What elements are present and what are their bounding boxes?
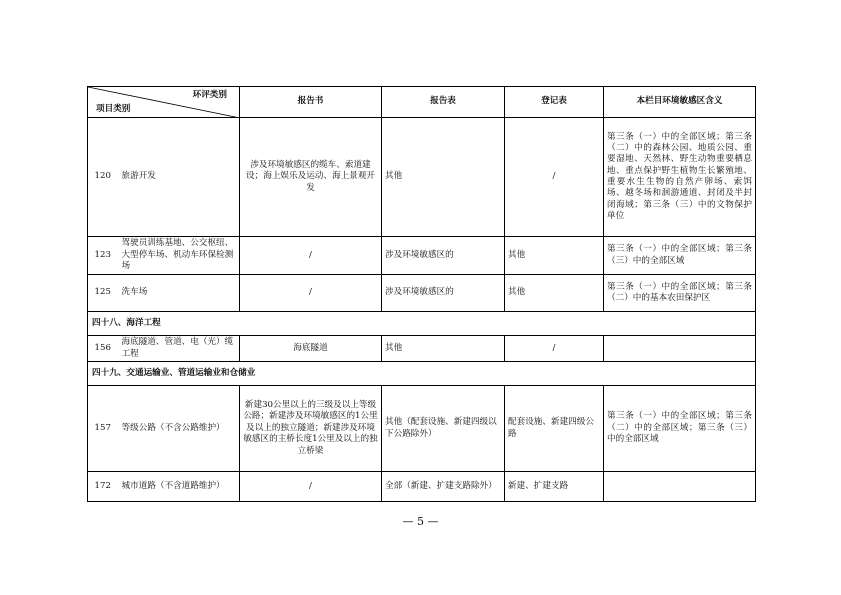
report-form-criteria: 其他 xyxy=(382,336,505,362)
section-heading-row xyxy=(88,362,756,386)
project-category: 洗车场 xyxy=(118,275,240,312)
row-number: 123 xyxy=(88,237,118,275)
report-form-criteria: 其他（配套设施、新建四级以下公路除外） xyxy=(382,386,505,472)
table-row xyxy=(88,336,756,362)
report-form-criteria: 全部（新建、扩建支路除外） xyxy=(382,472,505,502)
table-row xyxy=(88,237,756,275)
row-number: 172 xyxy=(88,472,118,502)
header-sensitive-area-meaning: 本栏目环境敏感区含义 xyxy=(604,87,756,118)
header-project-category: 项目类别 xyxy=(96,103,131,114)
registration-form-criteria: 新建、扩建支路 xyxy=(505,472,604,502)
row-number: 125 xyxy=(88,275,118,312)
table-row xyxy=(88,275,756,312)
table-row xyxy=(88,386,756,472)
registration-form-criteria: 其他 xyxy=(505,275,604,312)
report-form-criteria: 涉及环境敏感区的 xyxy=(382,237,505,275)
report-book-criteria: 新建30公里以上的三级及以上等级公路；新建涉及环境敏感区的1公里及以上的独立隧道；新建涉及环境敏感区的主桥长度1公里及以上的独立桥梁 xyxy=(240,386,382,472)
table-header-row xyxy=(88,87,756,118)
table-row xyxy=(88,472,756,502)
project-category: 城市道路（不含道路维护） xyxy=(118,472,240,502)
project-category: 驾驶员训练基地、公交枢纽、大型停车场、机动车环保检测场 xyxy=(118,237,240,275)
sensitive-area-meaning: 第三条（一）中的全部区域；第三条（二）中的基本农田保护区 xyxy=(604,275,756,312)
registration-form-criteria: 配套设施、新建四级公路 xyxy=(505,386,604,472)
report-book-criteria: / xyxy=(240,237,382,275)
registration-form-criteria: 其他 xyxy=(505,237,604,275)
environmental-classification-table xyxy=(87,86,756,502)
report-book-criteria: / xyxy=(240,472,382,502)
sensitive-area-meaning: 第三条（一）中的全部区域；第三条（二）中的全部区域；第三条（三）中的全部区域 xyxy=(604,386,756,472)
header-eia-category: 环评类别 xyxy=(192,90,227,100)
sensitive-area-meaning xyxy=(604,336,756,362)
sensitive-area-meaning xyxy=(604,472,756,502)
row-number: 120 xyxy=(88,118,118,237)
header-report-form: 报告表 xyxy=(382,87,505,118)
report-form-criteria: 涉及环境敏感区的 xyxy=(382,275,505,312)
section-heading-row xyxy=(88,312,756,336)
project-category: 旅游开发 xyxy=(118,118,240,237)
sensitive-area-meaning: 第三条（一）中的全部区域；第三条（二）中的森林公园、地质公园、重要湿地、天然林、野生动物重要栖息地、重点保护野生植物生长繁殖地、重要水生生物的自然产卵场、索饵场、越冬场和洄游通道、封闭及半封闭海域；第三条（三）中的文物保护单位 xyxy=(604,118,756,237)
registration-form-criteria: / xyxy=(505,118,604,237)
section-heading-transportation: 四十九、交通运输业、管道运输业和仓储业 xyxy=(88,362,756,386)
page-number: — 5 — xyxy=(402,515,439,528)
section-heading-marine-engineering: 四十八、海洋工程 xyxy=(88,312,756,336)
diagonal-header-cell xyxy=(88,87,240,118)
registration-form-criteria: / xyxy=(505,336,604,362)
report-book-criteria: / xyxy=(240,275,382,312)
row-number: 157 xyxy=(88,386,118,472)
report-book-criteria: 涉及环境敏感区的缆车、索道建设；海上娱乐及运动、海上景观开发 xyxy=(240,118,382,237)
report-book-criteria: 海底隧道 xyxy=(240,336,382,362)
table-row xyxy=(88,118,756,237)
sensitive-area-meaning: 第三条（一）中的全部区域；第三条（三）中的全部区域 xyxy=(604,237,756,275)
report-form-criteria: 其他 xyxy=(382,118,505,237)
header-report-book: 报告书 xyxy=(240,87,382,118)
project-category: 等级公路（不含公路维护） xyxy=(118,386,240,472)
row-number: 156 xyxy=(88,336,118,362)
header-registration-form: 登记表 xyxy=(505,87,604,118)
project-category: 海底隧道、管道、电（光）缆工程 xyxy=(118,336,240,362)
